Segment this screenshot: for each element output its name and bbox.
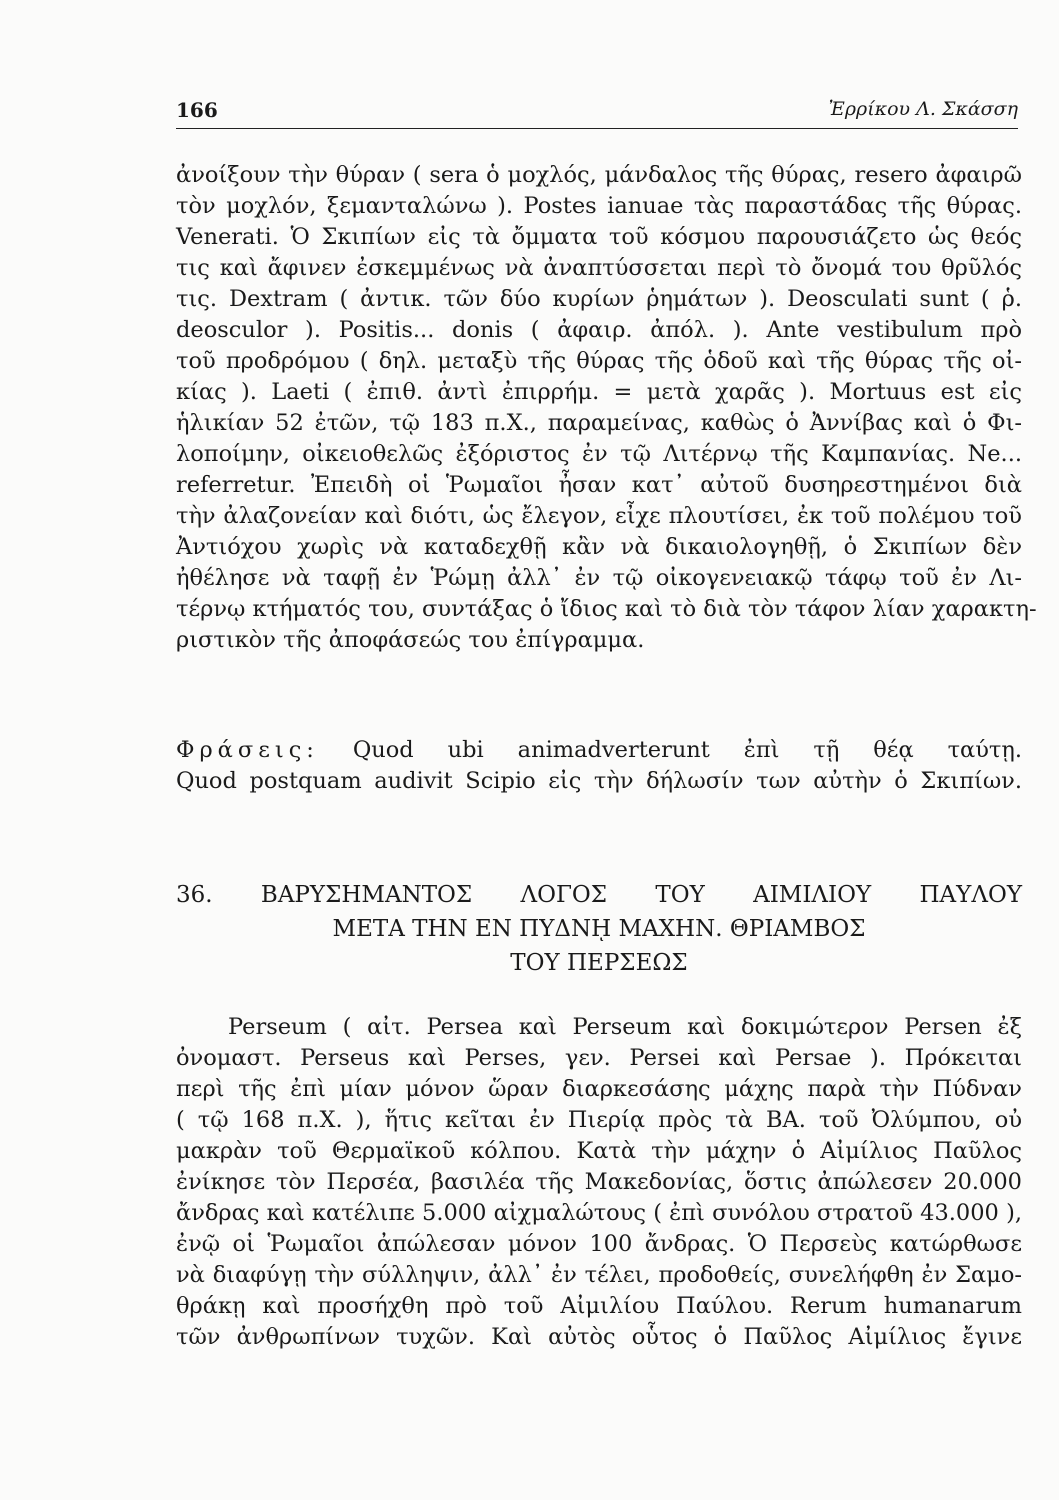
section-heading <box>176 878 1022 980</box>
text-line: λοποίμην, οἰκειοθελῶς ἐξόριστος ἐν τῷ Λιτέρνῳ τῆς Καμπανίας. Ne... <box>176 441 1022 467</box>
text-line: τοῦ προδρόμου ( δηλ. μεταξὺ τῆς θύρας τῆς ὁδοῦ καὶ τῆς θύρας τῆς οἰ- <box>176 348 1022 374</box>
text-line: τις. Dextram ( ἀντικ. τῶν δύο κυρίων ῥημάτων ). Deosculati sunt ( ῥ. <box>176 286 1022 312</box>
text-line: ὀνομαστ. Perseus καὶ Perses, γεν. Persei καὶ Persae ). Πρόκειται <box>176 1045 1022 1071</box>
text-line: ἐνῷ οἱ Ῥωμαῖοι ἀπώλεσαν μόνον 100 ἄνδρας. Ὁ Περσεὺς κατώρθωσε <box>176 1231 1022 1257</box>
text-line: Perseum ( αἰτ. Persea καὶ Perseum καὶ δοκιμώτερον Persen ἐξ <box>228 1014 1022 1040</box>
text-line: Ἀντιόχου χωρὶς νὰ καταδεχθῇ κἂν νὰ δικαιολογηθῇ, ὁ Σκιπίων δὲν <box>176 534 1022 560</box>
text-line: νὰ διαφύγῃ τὴν σύλληψιν, ἀλλ᾽ ἐν τέλει, προδοθείς, συνελήφθη ἐν Σαμο- <box>176 1262 1022 1288</box>
text-line: ἠθέλησε νὰ ταφῇ ἐν Ῥώμῃ ἀλλ᾽ ἐν τῷ οἰκογενειακῷ τάφῳ τοῦ ἐν Λι- <box>176 565 1022 591</box>
text-line: ριστικὸν τῆς ἀποφάσεώς του ἐπίγραμμα. <box>176 627 645 653</box>
text-line: deosculor ). Positis... donis ( ἀφαιρ. ἀπόλ. ). Ante vestibulum πρὸ <box>176 317 1022 343</box>
text-line: τὴν ἀλαζονείαν καὶ διότι, ὡς ἔλεγον, εἶχε πλουτίσει, ἐκ τοῦ πολέμου τοῦ <box>176 503 1022 529</box>
running-head: Ἐρρίκου Λ. Σκάσση <box>828 98 1018 120</box>
text-line: ( τῷ 168 π.Χ. ), ἥτις κεῖται ἐν Πιερίᾳ πρὸς τὰ ΒΑ. τοῦ Ὀλύμπου, οὐ <box>176 1107 1022 1133</box>
section-title-line: ΜΕΤΑ ΤΗΝ ΕΝ ΠΥΔΝῌ ΜΑΧΗΝ. ΘΡΙΑΜΒΟΣ <box>332 916 866 942</box>
text-line: ἡλικίαν 52 ἐτῶν, τῷ 183 π.Χ., παραμείνας, καθὼς ὁ Ἀννίβας καὶ ὁ Φι- <box>176 410 1022 436</box>
phrases-block <box>176 735 1022 797</box>
page-header <box>176 96 1018 129</box>
page-number: 166 <box>176 98 218 122</box>
text-line: ἀνοίξουν τὴν θύραν ( sera ὁ μοχλός, μάνδαλος τῆς θύρας, resero ἀφαιρῶ <box>176 162 1022 188</box>
text-line: referretur. Ἐπειδὴ οἱ Ῥωμαῖοι ἦσαν κατ᾽ αὐτοῦ δυσηρεστημένοι διὰ <box>176 472 1022 498</box>
text-line: τὸν μοχλόν, ξεμανταλώνω ). Postes ianuae τὰς παραστάδας τῆς θύρας. <box>176 193 1022 219</box>
paragraph-commentary <box>176 160 1037 656</box>
text-line: μακρὰν τοῦ Θερμαϊκοῦ κόλπου. Κατὰ τὴν μάχην ὁ Αἰμίλιος Παῦλος <box>176 1138 1022 1164</box>
text-line: τέρνῳ κτήματός του, συντάξας ὁ ἴδιος καὶ τὸ διὰ τὸν τάφον λίαν χαρακτη- <box>176 596 1037 622</box>
phrases-text: Quod ubi animadverterunt ἐπὶ τῇ θέᾳ ταύτῃ. <box>352 737 1022 763</box>
text-line: τῶν ἀνθρωπίνων τυχῶν. Καὶ αὐτὸς οὗτος ὁ Παῦλος Αἰμίλιος ἔγινε <box>176 1324 1022 1350</box>
text-line: κίας ). Laeti ( ἐπιθ. ἀντὶ ἐπιρρήμ. = μετὰ χαρᾶς ). Mortuus est εἰς <box>176 379 1022 405</box>
phrases-line <box>176 735 1022 766</box>
paragraph-section-36 <box>176 1012 1022 1353</box>
text-line: Venerati. Ὁ Σκιπίων εἰς τὰ ὄμματα τοῦ κόσμου παρουσιάζετο ὡς θεός <box>176 224 1022 250</box>
text-line: Quod postquam audivit Scipio εἰς τὴν δήλωσίν των αὐτὴν ὁ Σκιπίων. <box>176 768 1022 794</box>
text-line: ἄνδρας καὶ κατέλιπε 5.000 αἰχμαλώτους ( ἐπὶ συνόλου στρατοῦ 43.000 ), <box>176 1200 1022 1226</box>
text-line: ἐνίκησε τὸν Περσέα, βασιλέα τῆς Μακεδονίας, ὅστις ἀπώλεσεν 20.000 <box>176 1169 1022 1195</box>
text-line: θράκῃ καὶ προσήχθη πρὸ τοῦ Αἰμιλίου Παύλου. Rerum humanarum <box>176 1293 1022 1319</box>
phrases-label: Φράσεις: <box>176 737 319 763</box>
text-line: περὶ τῆς ἐπὶ μίαν μόνον ὥραν διαρκεσάσης μάχης παρὰ τὴν Πύδναν <box>176 1076 1022 1102</box>
text-line: τις καὶ ἄφινεν ἐσκεμμένως νὰ ἀναπτύσσεται περὶ τὸ ὄνομά του θρῦλός <box>176 255 1022 281</box>
section-title-line: ΤΟΥ ΠΕΡΣΕΩΣ <box>510 950 688 976</box>
section-title-line: 36. ΒΑΡΥΣΗΜΑΝΤΟΣ ΛΟΓΟΣ ΤΟΥ ΑΙΜΙΛΙΟΥ ΠΑΥΛΟΥ <box>176 882 1022 908</box>
